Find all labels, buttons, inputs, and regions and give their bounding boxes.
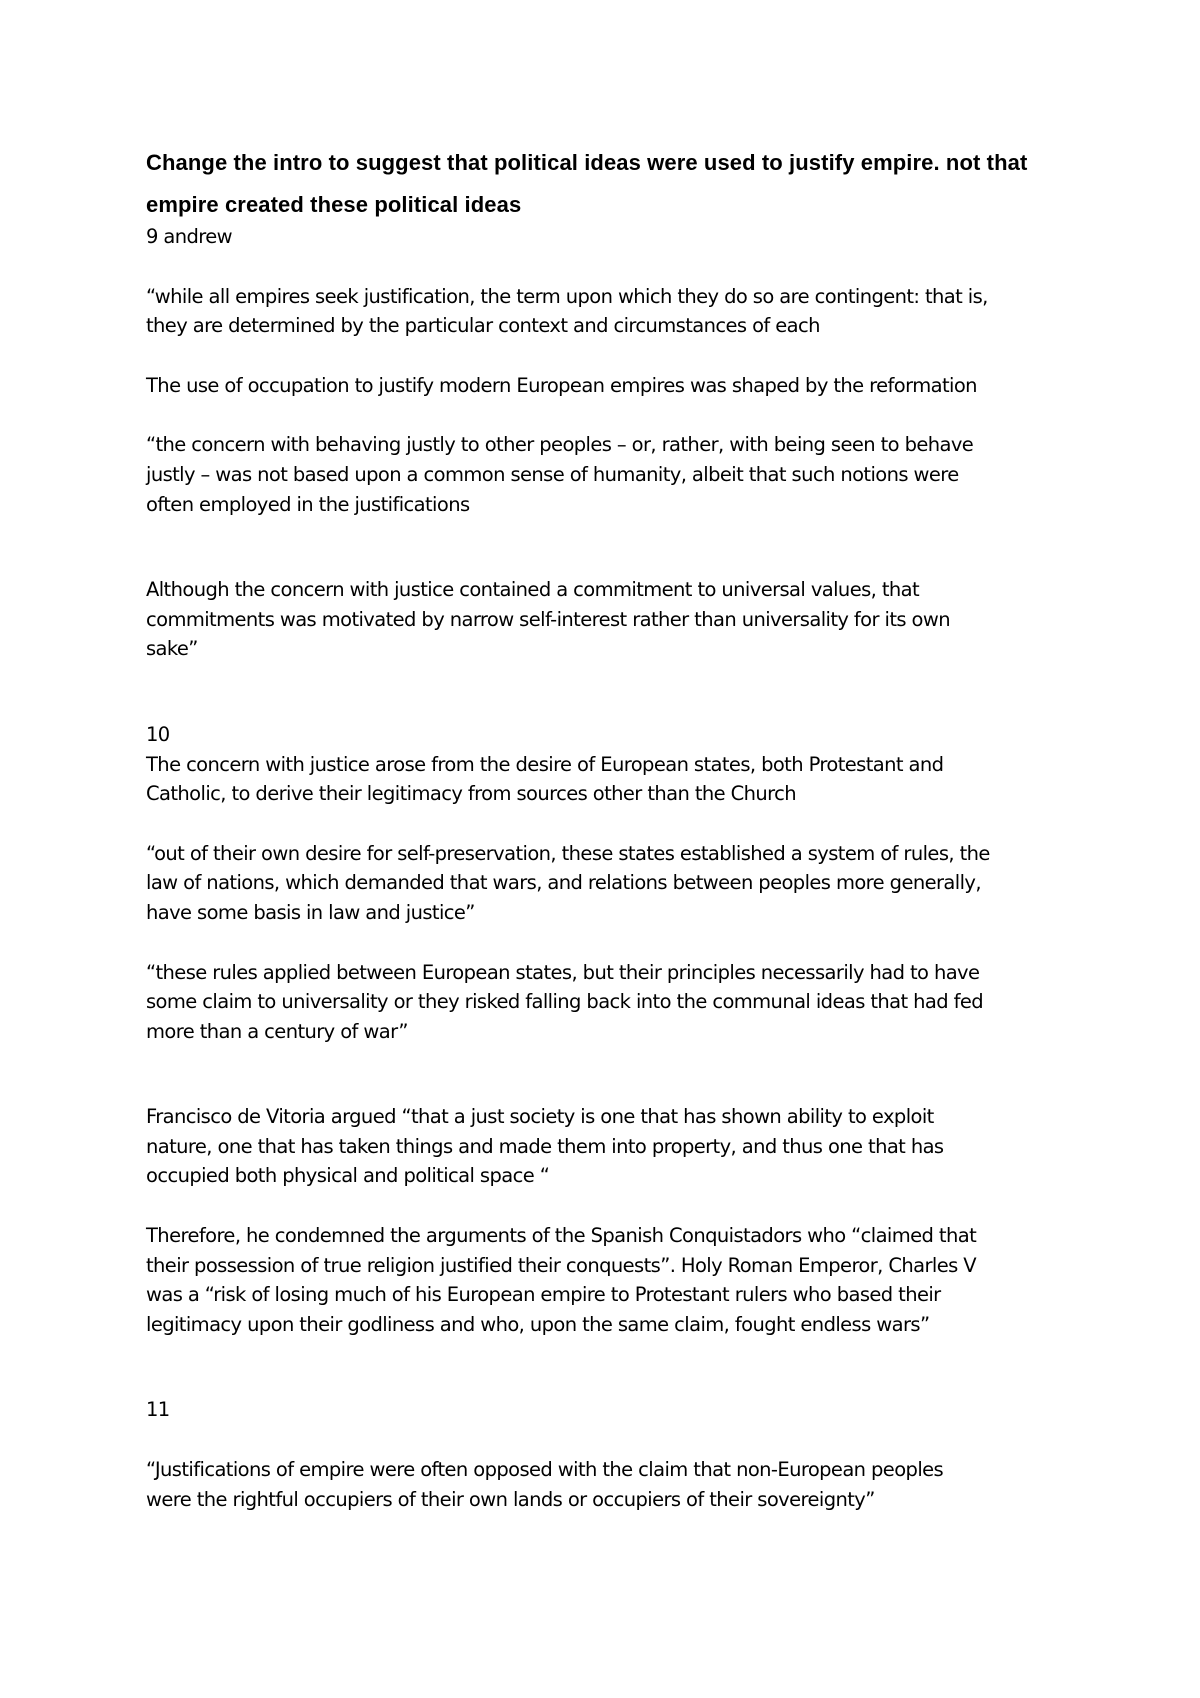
- document-body: [146, 142, 1066, 1514]
- quote-self-preservation: “out of their own desire for self-preservation, these states established a system of rules, the law of nations, which demanded that wars, and relations between peoples more generally, have some basis in law and justice”: [146, 841, 990, 924]
- paragraph-conquistadors: Therefore, he condemned the arguments of the Spanish Conquistadors who “claimed that their possession of true religion justified their conquests”. Holy Roman Emperor, Charles V was a “risk of losing much of his European empire to Protestant rulers who based their legitimacy upon their godliness and who, upon the same claim, fought endless wars”: [146, 1224, 977, 1336]
- quote-behaving-justly: “the concern with behaving justly to other peoples – or, rather, with being seen to behave justly – was not based upon a common sense of humanity, albeit that such notions were often employed in the justifications: [146, 433, 974, 516]
- paragraph-occupation-reformation: The use of occupation to justify modern European empires was shaped by the reformation: [146, 373, 977, 397]
- paragraph-vitoria: Francisco de Vitoria argued “that a just society is one that has shown ability to exploit nature, one that has taken things and made them into property, and thus one that has occupied both physical and political space “: [146, 1105, 944, 1188]
- quote-contingent: “while all empires seek justification, the term upon which they do so are contingent: that is, they are determined by the particular context and circumstances of each: [146, 284, 988, 338]
- paragraph-concern-with-justice: The concern with justice arose from the desire of European states, both Protestant and Catholic, to derive their legitimacy from sources other than the Church: [146, 752, 944, 806]
- quote-justifications-opposed: “Justifications of empire were often opposed with the claim that non-European peoples were the rightful occupiers of their own lands or occupiers of their sovereignty”: [146, 1458, 944, 1511]
- page-heading: Change the intro to suggest that political ideas were used to justify empire. not that empire created these political ideas: [146, 150, 1028, 217]
- paragraph-universal-values: Although the concern with justice contained a commitment to universal values, that commitments was motivated by narrow self-interest rather than universality for its own sake”: [146, 578, 950, 661]
- section-label-9: 9 andrew: [146, 225, 233, 248]
- section-label-11: 11: [146, 1398, 170, 1422]
- section-label-10: 10: [146, 722, 170, 746]
- quote-rules-applied: “these rules applied between European states, but their principles necessarily had to have some claim to universality or they risked falling back into the communal ideas that had fed more than a century of war”: [146, 960, 984, 1043]
